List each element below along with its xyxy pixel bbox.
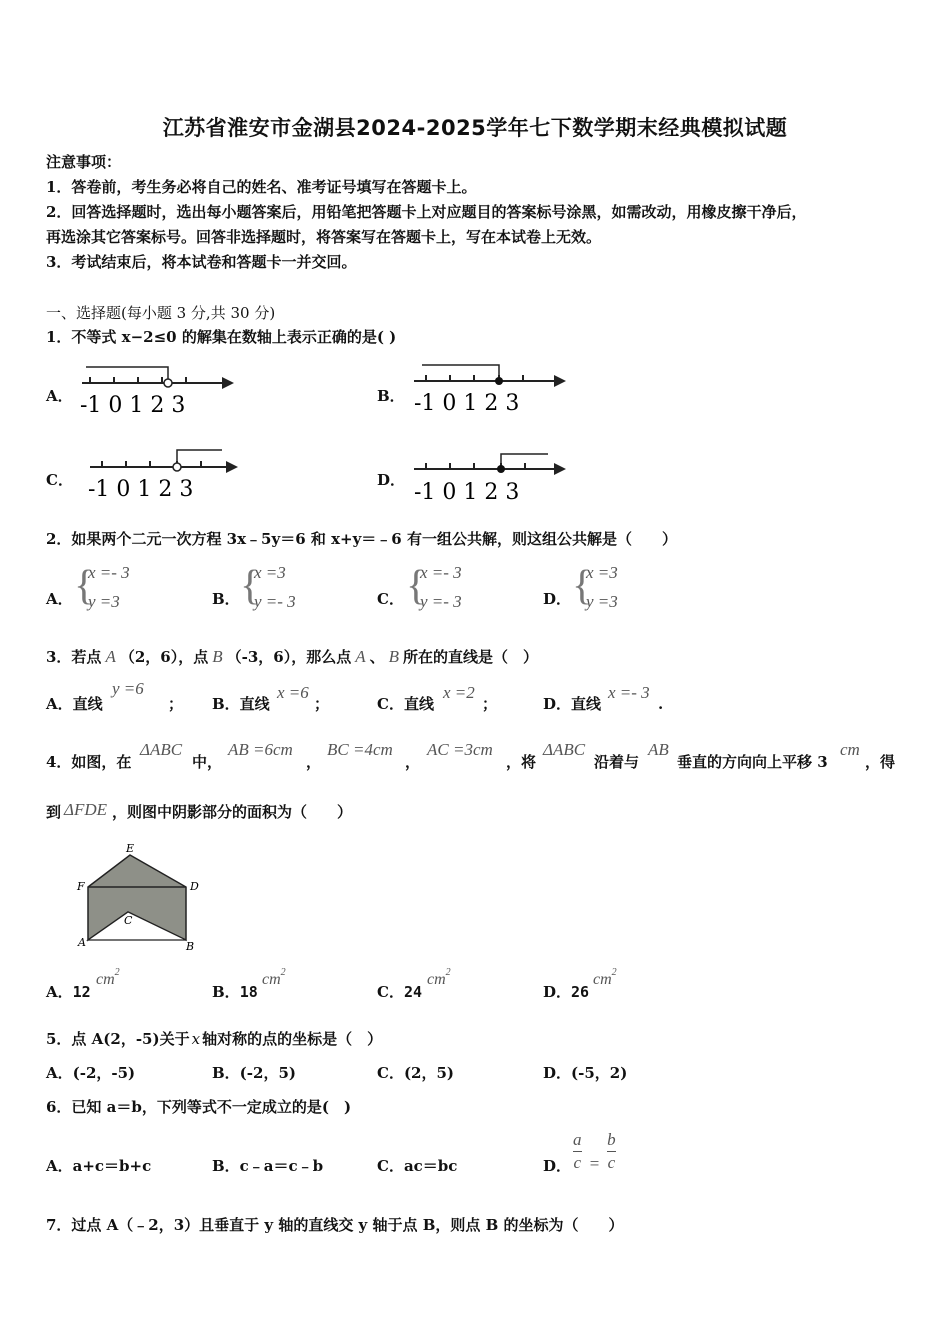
q1-option-a-numberline [76, 362, 236, 418]
q3-option-b-eq: x =6 [277, 683, 309, 702]
label-d: D [190, 880, 199, 893]
q3-option-c-end: ； [482, 695, 498, 713]
q4-triangle-abc: ΔABC [140, 740, 183, 759]
q2-b-x: x =3 [254, 563, 286, 582]
brace-icon: { [240, 563, 261, 609]
q2-option-c-label: C． [377, 590, 404, 608]
q4-line2-prefix: 到 [46, 803, 62, 821]
q2-a-x: x =- 3 [88, 563, 130, 582]
q6-option-b: B．c﹣a＝c﹣b [212, 1157, 324, 1175]
notes-heading: 注意事项： [46, 153, 122, 171]
q4-bc-length: BC =4cm [327, 740, 393, 759]
q4-text-4: 沿着与 [594, 753, 640, 771]
numberline-ticks: -1 0 1 2 3 [414, 391, 520, 416]
q5-option-a: A．(-2，-5) [46, 1064, 136, 1082]
q2-option-d-label: D． [543, 590, 572, 608]
q4-option-b: B．18 [212, 983, 258, 1001]
label-f: F [77, 880, 85, 893]
q3-option-d-label: D．直线 [543, 695, 602, 713]
q4-text-2: 中， [192, 753, 223, 771]
q3-option-b-end: ； [314, 695, 330, 713]
q5-option-d: D．(-5，2) [543, 1064, 628, 1082]
question-7-stem: 7．过点 A（﹣2，3）且垂直于 y 轴的直线交 y 轴于点 B，则点 B 的坐标为（ ） [46, 1216, 624, 1234]
q6-option-d: D． [543, 1157, 572, 1175]
q4-ab-length: AB =6cm [228, 740, 293, 759]
q4-comma: ， [405, 753, 421, 771]
label-c: C [124, 914, 133, 927]
brace-icon: { [406, 563, 427, 609]
q4-option-d-unit: $cm^2$ [593, 967, 617, 988]
q6-option-c: C．ac＝bc [377, 1157, 458, 1175]
q2-a-y: y =3 [88, 592, 120, 611]
q4-option-b-unit: $cm^2$ [262, 967, 286, 988]
note-item: 再选涂其它答案标号。回答非选择题时，将答案写在答题卡上，写在本试卷上无效。 [46, 228, 602, 246]
q2-d-y: y =3 [586, 592, 618, 611]
q4-ab: AB [648, 740, 669, 759]
q2-b-y: y =- 3 [254, 592, 296, 611]
q4-option-c: C．24 [377, 983, 423, 1001]
q1-option-d-label: D． [377, 471, 406, 489]
note-item: 3．考试结束后，将本试卷和答题卡一并交回。 [46, 253, 357, 271]
numberline-ticks: -1 0 1 2 3 [80, 393, 186, 418]
question-6-stem: 6．已知 a＝b，下列等式不一定成立的是( ) [46, 1098, 352, 1116]
q2-c-y: y =- 3 [420, 592, 462, 611]
brace-icon: { [74, 563, 95, 609]
label-b: B [186, 940, 195, 953]
question-3-stem: 3．若点 A （2，6），点 B （-3，6），那么点 A 、 B 所在的直线是（ ） [46, 647, 539, 666]
q5-option-b: B．(-2，5) [212, 1064, 296, 1082]
q2-d-x: x =3 [586, 563, 618, 582]
question-2-stem: 2．如果两个二元一次方程 3x﹣5y＝6 和 x+y＝﹣6 有一组公共解，则这组公共解是（ ） [46, 530, 677, 548]
q4-text-3: ，将 [506, 753, 537, 771]
q3-option-c-label: C．直线 [377, 695, 434, 713]
q1-option-b-label: B． [377, 387, 405, 405]
q4-cm: cm [840, 740, 860, 759]
q1-option-d-numberline [408, 446, 568, 504]
note-item: 1．答卷前，考生务必将自己的姓名、准考证号填写在答题卡上。 [46, 178, 477, 196]
q4-option-a-unit: $cm^2$ [96, 967, 120, 988]
q4-line2-suffix: ，则图中阴影部分的面积为（ ） [112, 803, 353, 821]
q3-option-a-eq: y =6 [112, 679, 144, 698]
label-e: E [126, 842, 135, 855]
label-a: A [78, 936, 86, 949]
q3-option-a-end: ； [168, 695, 184, 713]
brace-icon: { [572, 563, 593, 609]
q1-option-c-label: C． [46, 471, 73, 489]
q4-text-1: 4．如图，在 [46, 753, 132, 771]
q3-option-d-end: . [658, 695, 664, 713]
q2-c-x: x =- 3 [420, 563, 462, 582]
question-1-stem: 1．不等式 x−2≤0 的解集在数轴上表示正确的是( ) [46, 328, 397, 346]
numberline-ticks: -1 0 1 2 3 [414, 480, 520, 504]
q4-triangle-abc-2: ΔABC [543, 740, 586, 759]
numberline-ticks: -1 0 1 2 3 [88, 477, 194, 502]
q4-figure [72, 840, 212, 955]
q4-comma: ， [306, 753, 322, 771]
q4-option-c-unit: $cm^2$ [427, 967, 451, 988]
note-item: 2．回答选择题时，选出每小题答案后，用铅笔把答题卡上对应题目的答案标号涂黑，如需改动，用橡皮擦干净后， [46, 203, 807, 221]
q3-option-a-label: A．直线 [46, 695, 103, 713]
q4-ac-length: AC =3cm [427, 740, 493, 759]
q4-text-5: 垂直的方向向上平移 3 [677, 753, 828, 771]
q3-option-c-eq: x =2 [443, 683, 475, 702]
q5-option-c: C．(2，5) [377, 1064, 455, 1082]
q4-option-a: A．12 [46, 983, 91, 1001]
section-heading: 一、选择题(每小题 3 分,共 30 分) [46, 304, 276, 322]
q1-option-c-numberline [84, 446, 244, 502]
q1-option-b-numberline [408, 360, 568, 416]
q4-option-d: D．26 [543, 983, 590, 1001]
question-5-stem: 5．点 A(2，-5)关于 x 轴对称的点的坐标是（ ） [46, 1030, 383, 1048]
q3-option-d-eq: x =- 3 [608, 683, 650, 702]
q3-option-b-label: B．直线 [212, 695, 270, 713]
q4-triangle-fde: ΔFDE [64, 800, 108, 819]
q4-text-6: ，得 [865, 753, 896, 771]
page-title: 江苏省淮安市金湖县2024-2025学年七下数学期末经典模拟试题 [162, 116, 788, 140]
q6-option-a: A．a+c＝b+c [46, 1157, 152, 1175]
q6-option-d-fraction: $\frac{a}{c}$ = $\frac{b}{c}$ [573, 1130, 616, 1173]
q2-option-b-label: B． [212, 590, 240, 608]
q1-option-a-label: A． [46, 387, 73, 405]
q2-option-a-label: A． [46, 590, 73, 608]
